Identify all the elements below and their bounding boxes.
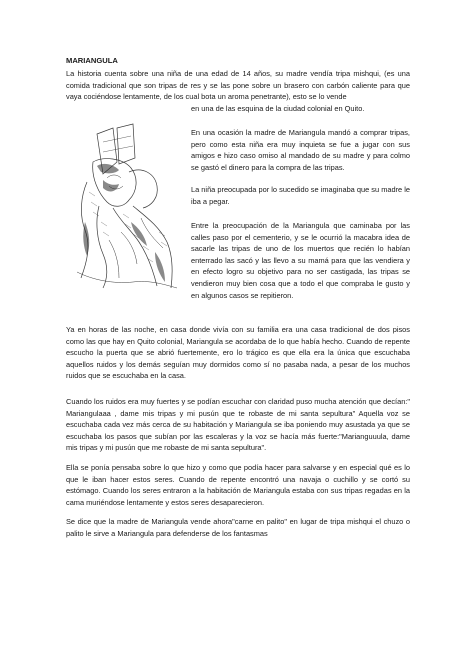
mariangula-illustration — [73, 122, 179, 292]
paragraph-5: Ya en horas de las noche, en casa donde vivía con su familia era una casa tradicional de dos pisos como las que hay en Quito colonial, Mariangula se acordaba de lo que había hecho. Cuando de repente escucho la puerta que se abrió fuertemente, ero lo trágico es que ella era la única que escuchaba aquellos ruidos y los demás seguían muy dormidos como sí no pasaba nada, a pesar de los muchos ruidos que se escuchaba en la casa. — [66, 325, 410, 381]
paragraph-8: Se dice que la madre de Mariangula vende ahora"carne en palito" en lugar de tripa mishqui el chuzo o palito le sirve a Mariangula para defenderse de los fantasmas — [66, 517, 410, 538]
paragraph-6: Cuando los ruidos era muy fuertes y se podían escuchar con claridad puso mucha atención que decían:" Mariangulaaa , dame mis tripas y mi pusún que te robaste de mi santa sepultura" Aquella voz se escuchaba cada vez más cerca de su habitación y Mariangula se iba poniendo muy asustada ya que se escuchaba los pasos que subían por las escaleras y la voz se hacía más fuerte:"Marianguuula, dame mis tripas y mi pusún que me robaste de mi santa sepultura". — [66, 397, 410, 453]
paragraph-7: Ella se ponía pensaba sobre lo que hizo y como que podía hacer para salvarse y en especial qué es lo que le iban hacer estos seres. Cuando de repente encontró una navaja o cuchillo y se cortó su estómago. Cuando los seres entraron a la habitación de Mariangula estaba con sus tripas regadas en la cama muriéndose lentamente y estos seres desaparecieron. — [66, 463, 410, 507]
paragraph-2: En una ocasión la madre de Mariangula mandó a comprar tripas, pero como esta niña era muy inquieta se fue a jugar con sus amigos e hizo caso omiso al mandado de su madre y para colmo se gastó el dinero para la compra de las tripas. — [191, 128, 410, 172]
intro-paragraph-end: en una de las esquina de la ciudad colonial en Quito. — [191, 104, 365, 113]
paragraph-3: La niña preocupada por lo sucedido se imaginaba que su madre le iba a pegar. — [191, 185, 410, 206]
intro-paragraph: La historia cuenta sobre una niña de una edad de 14 años, su madre vendía tripa mishqui, (es una comida tradicional que son tripas de res y se las pone sobre un brasero con carbón caliente para que vaya cociéndose lentamente, de los cual bota un aroma penetrante), esto se lo vende — [66, 69, 410, 102]
document-title: MARIANGULA — [66, 56, 118, 65]
paragraph-4: Entre la preocupación de la Mariangula que caminaba por las calles paso por el cementerio, y se le ocurrió la macabra idea de sacarle las tripas de uno de los muertos que recién lo habían enterrado las sacó y las llevo a su mamá para que las vendiera y en efecto logro su objetivo para no ser castigada, las tripas se vendieron muy bien cosa que a todo el que compraba le gusto y en algunos casos se repitieron. — [191, 221, 410, 300]
